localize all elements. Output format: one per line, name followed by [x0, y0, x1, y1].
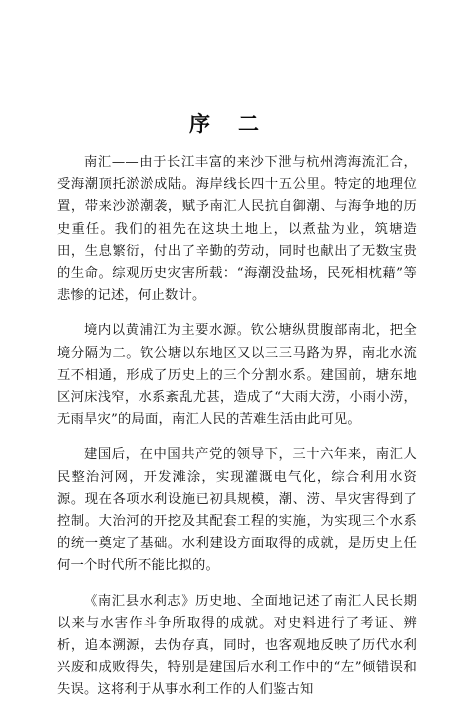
paragraph-4: 《南汇县水利志》历史地、全面地记述了南汇人民长期以来与水害作斗争所取得的成就。对史料进行了考证、辨析，追本溯源，去伪存真，同时，也客观地反映了历代水利兴废和成败得失，特别是建国后水利工作中的“左”倾错误和失误。这将利于从事水利工作的人们鉴古知	[57, 593, 417, 698]
page-title	[0, 108, 450, 138]
paragraph-1: 南汇——由于长江丰富的来沙下泄与杭州湾海流汇合，受海潮顶托淤淤成陆。海岸线长四十五公里。特定的地理位置，带来沙淤潮袭，赋予南汇人民抗自御潮、与海争地的历史重任。我们的祖先在这块土地上，以煮盐为业，筑塘造田，生息繁衍，付出了辛勤的劳动，同时也献出了无数宝贵的生命。综观历史灾害所载：“海潮没盐场，民死相枕藉”等悲惨的记述，何止数计。	[57, 155, 417, 304]
body-text	[57, 152, 417, 715]
paragraph-3: 建国后，在中国共产党的领导下，三十六年来，南汇人民整治河网，开发滩涂，实现灌溉电气化，综合利用水资源。现在各项水利设施已初具规模，潮、涝、旱灾害得到了控制。大治河的开挖及其配套工程的实施，为实现三个水系的统一奠定了基础。水利建设方面取得的成就，是历史上任何一个时代所不能比拟的。	[57, 447, 417, 574]
paragraph-2: 境内以黄浦江为主要水源。钦公塘纵贯腹部南北，把全境分隔为二。钦公塘以东地区又以三三马路为界，南北水流互不相通，形成了历史上的三个分割水系。建国前，塘东地区河床浅窄，水系紊乱尤甚，造成了“大雨大涝，小雨小涝，无雨旱灾”的局面，南汇人民的苦难生活由此可见。	[57, 323, 417, 428]
title-char-1: 序	[189, 112, 212, 136]
title-char-2: 二	[238, 112, 261, 136]
